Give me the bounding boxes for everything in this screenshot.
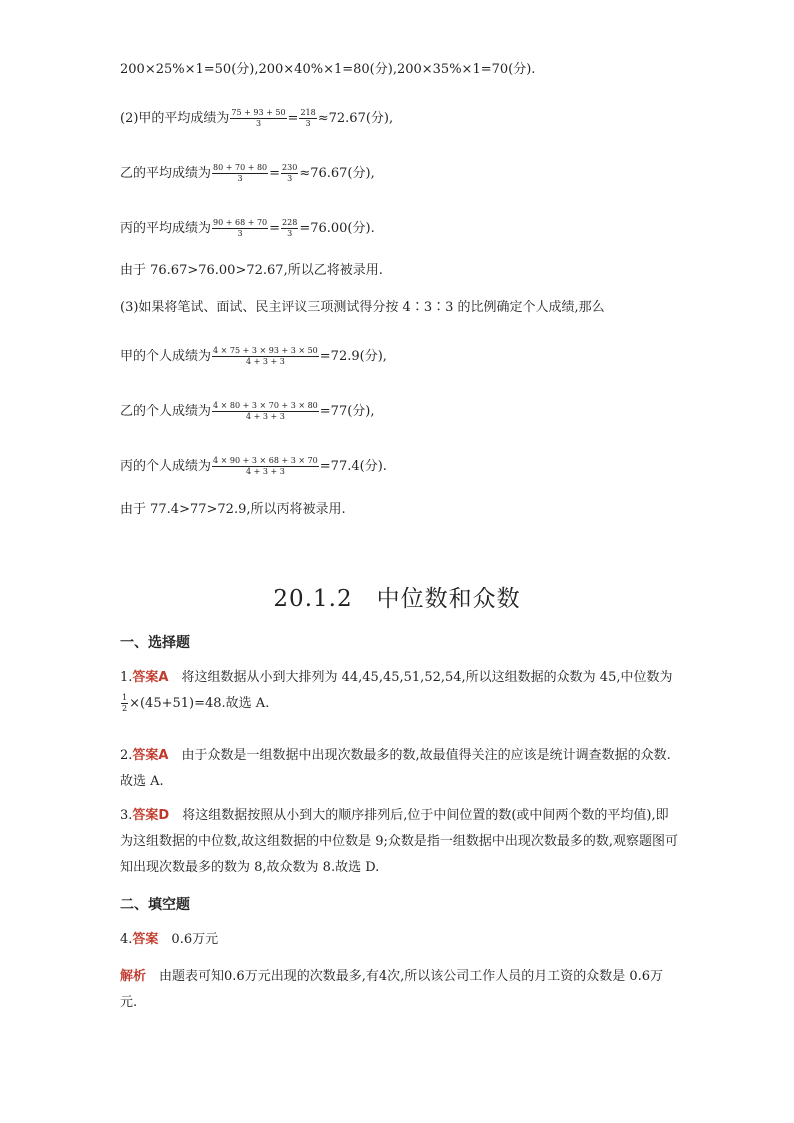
question-4-answer	[120, 927, 680, 953]
answer-letter: D	[158, 808, 170, 823]
bing-average-fraction	[212, 218, 268, 239]
question-1-answer	[120, 665, 680, 717]
explanation-text: 由题表可知0.6万元出现的次数最多,有4次,所以该公司工作人员的月工资的众数是 0.6万元.	[120, 969, 664, 1010]
jia-average-prefix: (2)甲的平均成绩为	[120, 111, 230, 126]
fraction-denominator: 3	[287, 229, 293, 238]
yi-weighted-suffix: =77(分),	[319, 404, 375, 419]
fraction-denominator: 3	[237, 229, 243, 238]
answer-label: 答案	[132, 670, 159, 685]
half-fraction	[121, 693, 128, 714]
question-number: 4.	[120, 932, 133, 947]
section-heading-fill: 二、填空题	[120, 897, 190, 913]
yi-average-line	[120, 163, 375, 184]
question-number: 2.	[120, 748, 133, 763]
equals-sign: =	[269, 221, 281, 236]
fraction-denominator: 3	[255, 119, 262, 128]
question-3-answer	[120, 803, 680, 881]
yi-average-fraction-2	[281, 163, 298, 184]
yi-average-suffix: ≈76.67(分),	[299, 166, 375, 181]
section-title: 20.1.2 中位数和众数	[273, 586, 521, 612]
conclusion-1: 由于 76.67>76.00>72.67,所以乙将被录用.	[120, 263, 383, 278]
fraction-numerator: 228	[282, 218, 298, 227]
fraction-numerator: 80 + 70 + 80	[213, 163, 268, 172]
fraction-numerator: 75 + 93 + 50	[231, 108, 286, 117]
fraction-numerator: 1	[122, 693, 128, 702]
fraction-denominator: 4 + 3 + 3	[245, 357, 285, 366]
conclusion-2: 由于 77.4>77>72.9,所以丙将被录用.	[120, 502, 346, 517]
answer-text: 0.6万元	[158, 932, 219, 947]
answer-text: 将这组数据从小到大排列为 44,45,45,51,52,54,所以这组数据的众数为 45,中位数为	[168, 670, 673, 685]
jia-average-suffix: ≈72.67(分),	[317, 111, 394, 126]
bing-weighted-suffix: =77.4(分).	[319, 459, 387, 474]
answer-letter: A	[158, 748, 169, 763]
fraction-denominator: 4 + 3 + 3	[245, 412, 285, 421]
fraction-denominator: 2	[122, 704, 128, 713]
answer-letter: A	[158, 670, 169, 685]
question-2-answer	[120, 743, 680, 795]
jia-weighted-prefix: 甲的个人成绩为	[120, 349, 212, 364]
answer-text-end: ×(45+51)=48.故选 A.	[129, 696, 270, 711]
answer-label: 答案	[132, 932, 159, 947]
yi-weighted-prefix: 乙的个人成绩为	[120, 404, 212, 419]
question-number: 1.	[120, 670, 133, 685]
answer-label: 答案	[132, 748, 159, 763]
jia-weighted-suffix: =72.9(分),	[319, 349, 387, 364]
question-number: 3.	[120, 808, 133, 823]
question-4-explanation	[120, 964, 680, 1016]
yi-average-prefix: 乙的平均成绩为	[120, 166, 212, 181]
jia-weighted-line	[120, 346, 387, 367]
answer-text: 将这组数据按照从小到大的顺序排列后,位于中间位置的数(或中间两个数的平均值),即为这组数据的中位数,故这组数据的中位数是 9;众数是指一组数据中出现次数最多的数,观察题图可知出现次数最多的数为 8,故众数为 8.故选 D.	[120, 808, 679, 875]
explanation-label: 解析	[120, 969, 147, 984]
fraction-numerator: 218	[300, 108, 316, 117]
bing-average-prefix: 丙的平均成绩为	[120, 221, 212, 236]
yi-average-fraction	[212, 163, 268, 184]
frequency-line: 200×25%×1=50(分),200×40%×1=80(分),200×35%×1=70(分).	[120, 62, 536, 77]
equals-sign: =	[287, 111, 299, 126]
equals-sign: =	[269, 166, 281, 181]
fraction-denominator: 3	[305, 119, 311, 128]
part-3-intro: (3)如果将笔试、面试、民主评议三项测试得分按 4∶3∶3 的比例确定个人成绩,那么	[120, 300, 605, 315]
bing-weighted-prefix: 丙的个人成绩为	[120, 459, 212, 474]
fraction-numerator: 4 × 90 + 3 × 68 + 3 × 70	[213, 456, 318, 465]
bing-average-suffix: =76.00(分).	[299, 221, 375, 236]
jia-average-fraction	[230, 108, 286, 129]
fraction-denominator: 3	[287, 174, 293, 183]
jia-average-fraction-2	[299, 108, 316, 129]
answer-label: 答案	[132, 808, 159, 823]
section-heading-choice: 一、选择题	[120, 635, 190, 651]
jia-average-line	[120, 108, 393, 129]
yi-weighted-fraction	[212, 401, 319, 422]
bing-weighted-line	[120, 456, 387, 477]
fraction-numerator: 90 + 68 + 70	[213, 218, 268, 227]
yi-weighted-line	[120, 401, 375, 422]
bing-average-fraction-2	[281, 218, 298, 239]
fraction-denominator: 4 + 3 + 3	[245, 467, 285, 476]
fraction-numerator: 4 × 80 + 3 × 70 + 3 × 80	[213, 401, 318, 410]
fraction-numerator: 230	[282, 163, 298, 172]
bing-weighted-fraction	[212, 456, 319, 477]
answer-text: 由于众数是一组数据中出现次数最多的数,故最值得关注的应该是统计调查数据的众数.故选 A.	[120, 748, 671, 789]
bing-average-line	[120, 218, 375, 239]
jia-weighted-fraction	[212, 346, 319, 367]
fraction-denominator: 3	[237, 174, 243, 183]
fraction-numerator: 4 × 75 + 3 × 93 + 3 × 50	[213, 346, 318, 355]
